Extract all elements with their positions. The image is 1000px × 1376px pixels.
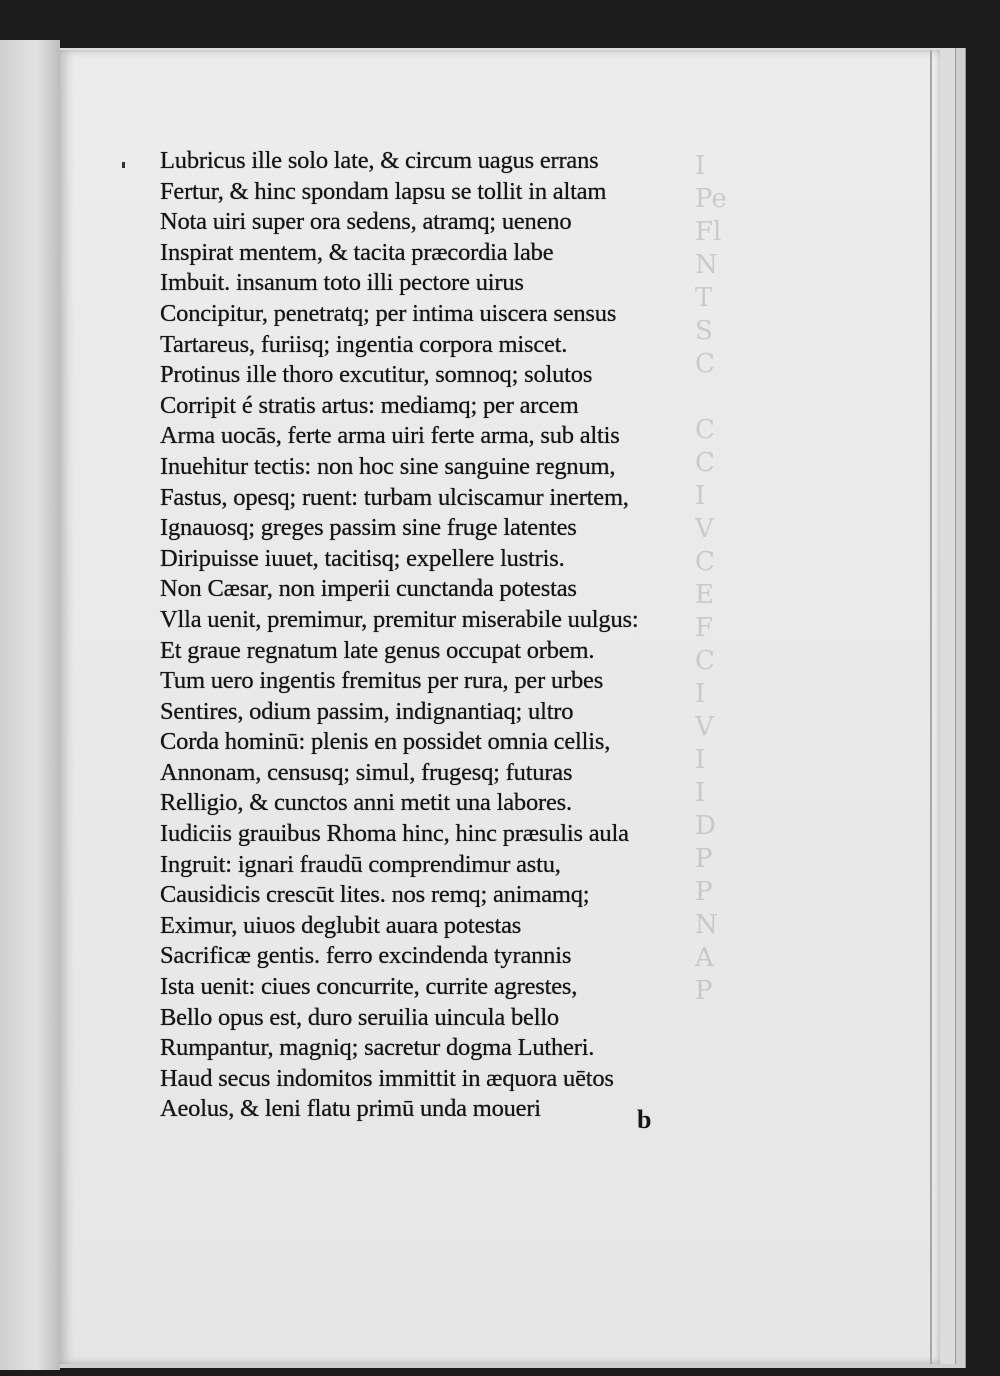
verse-line: Haud secus indomitos immittit in æquora uētos (160, 1064, 614, 1092)
poem-text (160, 146, 700, 1125)
verse-line: Concipitur, penetratq; per intima uiscera sensus (160, 299, 617, 327)
verse-line: Inspirat mentem, & tacita præcordia labe (160, 238, 554, 266)
verse-line: Et graue regnatum late genus occupat orbem. (160, 636, 595, 664)
verse-line: Sentires, odium passim, indignantiaq; ultro (160, 697, 574, 725)
verse-line: Iudiciis grauibus Rhoma hinc, hinc præsulis aula (160, 820, 629, 848)
verse-line: Inuehitur tectis: non hoc sine sanguine regnum, (160, 452, 616, 480)
previous-page-edge (0, 40, 60, 1370)
verse-line: Imbuit. insanum toto illi pectore uirus (160, 269, 524, 297)
verse-line: Ingruit: ignari fraudū comprendimur astu, (160, 850, 561, 878)
verse-line: Ista uenit: ciues concurrite, currite agrestes, (160, 973, 578, 1001)
verse-line: Fertur, & hinc spondam lapsu se tollit in altam (160, 177, 607, 205)
verse-line: Relligio, & cunctos anni metit una labores. (160, 789, 572, 817)
verse-line: Eximur, uiuos deglubit auara potestas (160, 911, 522, 939)
verse-line: Corripit é stratis artus: mediamq; per arcem (160, 391, 579, 419)
verse-line: Fastus, opesq; ruent: turbam ulciscamur inertem, (160, 483, 629, 511)
verse-line: Vlla uenit, premimur, premitur miserabile uulgus: (160, 605, 639, 633)
verse-line: Aeolus, & leni flatu primū unda moueri (160, 1095, 541, 1123)
verse-line: Causidicis crescūt lites. nos remq; animamq; (160, 881, 590, 909)
verse-line: Nota uiri super ora sedens, atramq; ueneno (160, 208, 572, 236)
verse-line: Sacrificæ gentis. ferro excindenda tyrannis (160, 942, 572, 970)
verse-line: Protinus ille thoro excutitur, somnoq; solutos (160, 361, 593, 389)
verse-line: Arma uocās, ferte arma uiri ferte arma, sub altis (160, 422, 620, 450)
verse-line: Ignauosq; greges passim sine fruge latentes (160, 514, 577, 542)
verse-line: Bello opus est, duro seruilia uincula bello (160, 1003, 559, 1031)
verse-line: Tartareus, furiisq; ingentia corpora miscet. (160, 330, 568, 358)
verso-show-through: I Pe Fl N T S C C C I V C E F C I V I I D P P N A P (695, 151, 727, 1006)
binding-mark (122, 162, 125, 168)
verse-line: Diripuisse iuuet, tacitisq; expellere lustris. (160, 544, 565, 572)
verse-line: Rumpantur, magniq; sacretur dogma Lutheri. (160, 1034, 595, 1062)
verse-line: Corda hominū: plenis en possidet omnia cellis, (160, 728, 611, 756)
signature-mark: b (637, 1105, 652, 1134)
verse-line: Tum uero ingentis fremitus per rura, per urbes (160, 667, 604, 695)
verse-line: Annonam, censusq; simul, frugesq; futuras (160, 758, 573, 786)
verse-line: Non Cæsar, non imperii cunctanda potestas (160, 575, 577, 603)
verse-line: Lubricus ille solo late, & circum uagus errans (160, 147, 599, 174)
